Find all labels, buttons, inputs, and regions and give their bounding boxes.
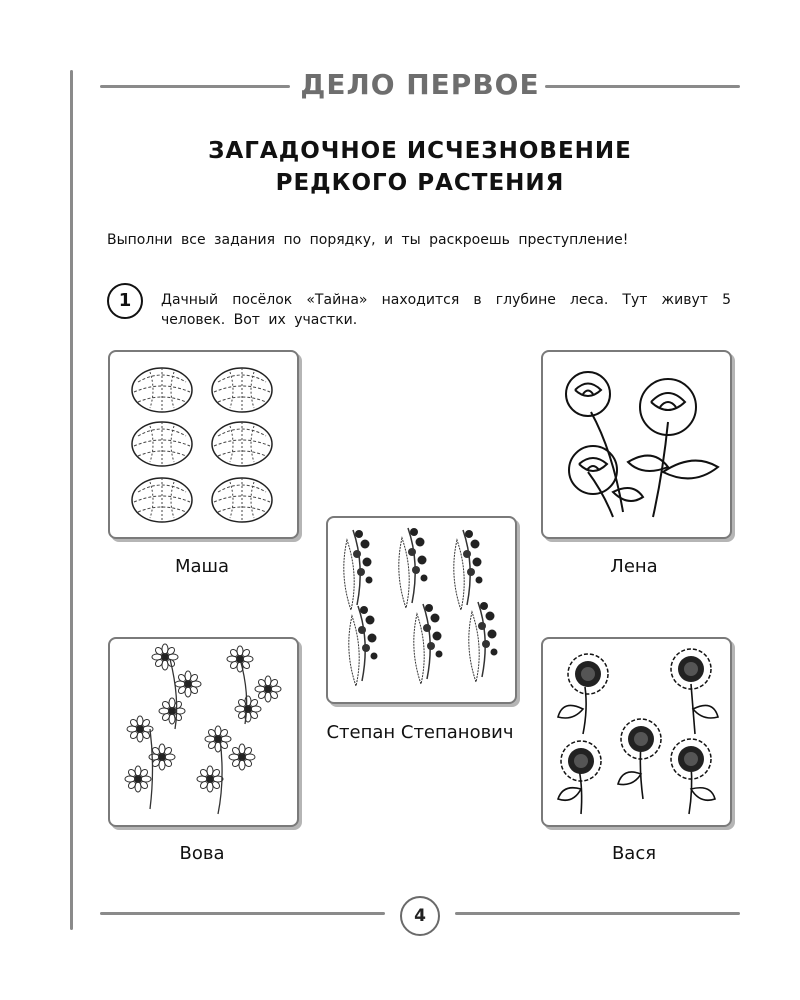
- page-margin-rule: [70, 70, 73, 930]
- sunflower-icon: [543, 639, 730, 825]
- plot-card-vova: [108, 637, 299, 827]
- page-title-line1: ЗАГАДОЧНОЕ ИСЧЕЗНОВЕНИЕ: [208, 138, 632, 164]
- plot-card-vasya: [541, 637, 732, 827]
- chamomile-icon: [110, 639, 297, 825]
- header-rule-right: [545, 85, 740, 88]
- plot-card-masha: [108, 350, 299, 539]
- section-title: ДЕЛО ПЕРВОЕ: [300, 68, 540, 101]
- task-number-badge: 1: [107, 283, 143, 319]
- intro-text: Выполни все задания по порядку, и ты раскроешь преступление!: [107, 232, 629, 248]
- plot-owner-vasya: Вася: [611, 843, 657, 864]
- page-number: 4: [400, 896, 440, 936]
- plot-owner-lena: Лена: [610, 556, 658, 577]
- header-rule-left: [100, 85, 290, 88]
- task-text: Дачный посёлок «Тайна» находится в глубине леса. Тут живут 5 человек. Вот их участки.: [161, 292, 731, 328]
- plot-card-stepan: [326, 516, 517, 704]
- plot-card-lena: [541, 350, 732, 539]
- rose-icon: [543, 352, 730, 537]
- footer-rule-left: [100, 912, 385, 915]
- footer-rule-right: [455, 912, 740, 915]
- plot-owner-vova: Вова: [179, 843, 225, 864]
- page-title-line2: РЕДКОГО РАСТЕНИЯ: [275, 170, 565, 196]
- plot-owner-masha: Маша: [174, 556, 230, 577]
- watermelon-icon: [110, 352, 297, 537]
- plot-owner-stepan: Степан Степанович: [326, 722, 514, 743]
- lily-of-the-valley-icon: [328, 518, 515, 702]
